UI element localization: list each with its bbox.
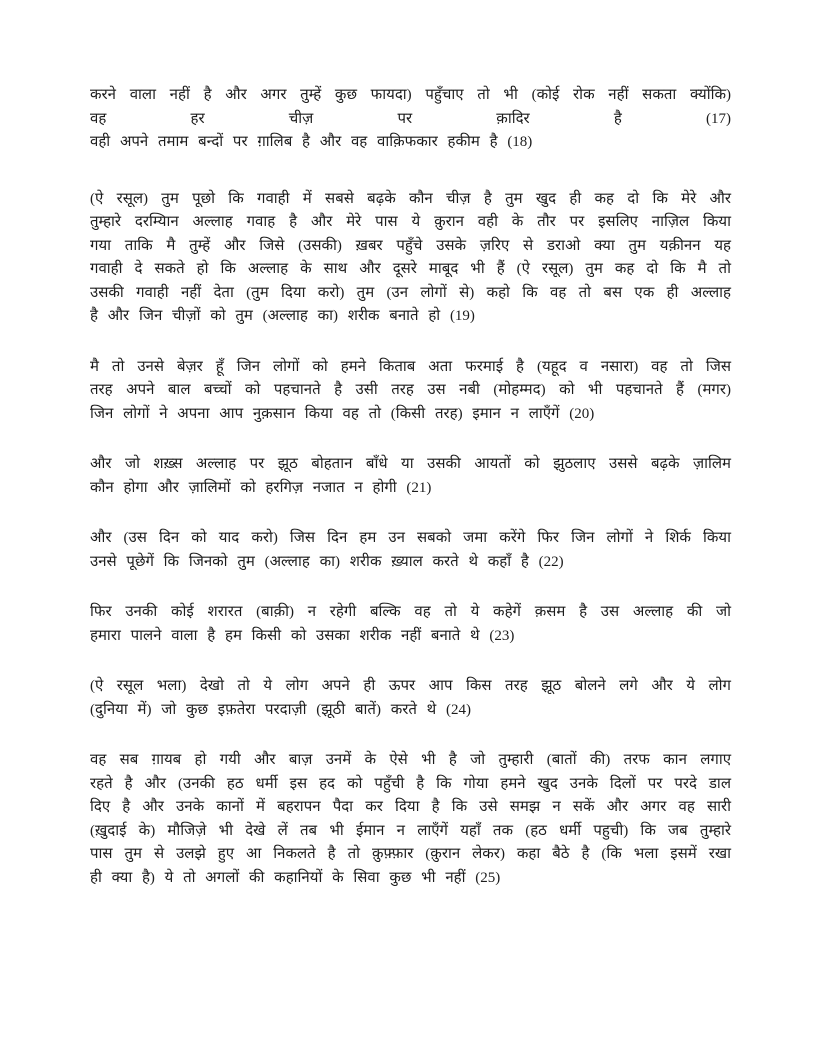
text-line: वह सब ग़ायब हो गयी और बाज़ उनमें के ऐसे भी है जो तुम्हारी (बातों की) तरफ कान लगाए (90, 752, 731, 768)
text-line: हमारा पालने वाला है हम किसी को उसका शरीक नहीं बनाते थे (23) (90, 627, 515, 644)
verse-paragraph (90, 84, 731, 155)
verse-paragraph (90, 601, 731, 648)
verse-paragraph (90, 356, 731, 427)
verse-paragraph (90, 675, 731, 722)
page-content (90, 84, 731, 917)
text-line: (ऐ रसूल) तुम पूछो कि गवाही में सबसे बढ़के कौन चीज़ है तुम खुद ही कह दो कि मेरे और (90, 190, 731, 207)
text-line: गया ताकि मै तुम्हें और जिसे (उसकी) ख़बर पहुँचे उसके ज़रिए से डराओ क्या तुम यक़ीनन यह (90, 237, 731, 254)
text-line: और जो शख़्स अल्लाह पर झूठ बोहतान बाँधे या उसकी आयतों को झुठलाए उससे बढ़के ज़ालिम (90, 456, 731, 472)
verse-paragraph (90, 749, 731, 890)
text-line: उसकी गवाही नहीं देता (तुम दिया करो) तुम (उन लोगों से) कहो कि वह तो बस एक ही अल्लाह (90, 284, 731, 301)
text-line: वही अपने तमाम बन्दों पर ग़ालिब है और वह वाक़िफकार हकीम है (18) (90, 134, 533, 150)
text-line: पास तुम से उलझे हुए आ निकलते है तो क़ुफ़्फ़ार (क़ुरान लेकर) कहा बैठे है (कि भला इसमें रखा (90, 846, 731, 862)
text-line: फिर उनकी कोई शरारत (बाक़ी) न रहेगी बल्कि वह तो ये कहेगें क़सम है उस अल्लाह की जो (90, 604, 731, 620)
text-line: जिन लोगों ने अपना आप नुक़सान किया वह तो (किसी तरह) इमान न लाएँगें (20) (90, 405, 595, 422)
text-line: वह हर चीज़ पर क़ादिर है (17) (90, 110, 731, 127)
verse-paragraph (90, 453, 731, 500)
text-line: (ख़ुदाई के) मौजिज़े भी देखे लें तब भी ईमान न लाएँगें यहाँ तक (हठ धर्मी पहुची) कि जब तुम्हारे (90, 822, 731, 839)
text-line: कौन होगा और ज़ालिमों को हरगिज़ नजात न होगी (21) (90, 479, 432, 496)
text-line: मै तो उनसे बेज़र हूँ जिन लोगों को हमने किताब अता फरमाई है (यहूद व नसारा) वह तो जिस (90, 358, 731, 375)
text-line: गवाही दे सकते हो कि अल्लाह के साथ और दूसरे माबूद भी हैं (ऐ रसूल) तुम कह दो कि मै तो (90, 261, 731, 277)
text-line: और (उस दिन को याद करो) जिस दिन हम उन सबको जमा करेंगे फिर जिन लोगों ने शिर्क किया (90, 530, 731, 546)
text-line: (दुनिया में) जो कुछ इफ़तेरा परदाज़ी (झूठी बातें) करते थे (24) (90, 701, 472, 718)
text-line: उनसे पूछेगें कि जिनको तुम (अल्लाह का) शरीक ख़्याल करते थे कहाँ है (22) (90, 553, 564, 570)
verse-paragraph (90, 527, 731, 574)
text-line: दिए है और उनके कानों में बहरापन पैदा कर दिया है कि उसे समझ न सकें और अगर वह सारी (90, 799, 731, 815)
text-line: तुम्हारे दरम्यिान अल्लाह गवाह है और मेरे पास ये क़ुरान वही के तौर पर इसलिए नाज़िल किया (90, 214, 731, 230)
text-line: (ऐ रसूल भला) देखो तो ये लोग अपने ही ऊपर आप किस तरह झूठ बोलने लगे और ये लोग (90, 678, 731, 694)
text-line: करने वाला नहीं है और अगर तुम्हें कुछ फायदा) पहुँचाए तो भी (कोई रोक नहीं सकता क्योंकि) (90, 87, 731, 103)
verse-paragraph (90, 188, 731, 329)
text-line: रहते है और (उनकी हठ धर्मी इस हद को पहुँची है कि गोया हमने खुद उनके दिलों पर परदे डाल (90, 775, 731, 792)
text-line: ही क्या है) ये तो अगलों की कहानियों के सिवा कुछ भी नहीं (25) (90, 869, 501, 886)
text-line: है और जिन चीज़ों को तुम (अल्लाह का) शरीक बनाते हो (19) (90, 308, 475, 324)
text-line: तरह अपने बाल बच्चों को पहचानते है उसी तरह उस नबी (मोहम्मद) को भी पहचानते हैं (मगर) (90, 382, 731, 398)
